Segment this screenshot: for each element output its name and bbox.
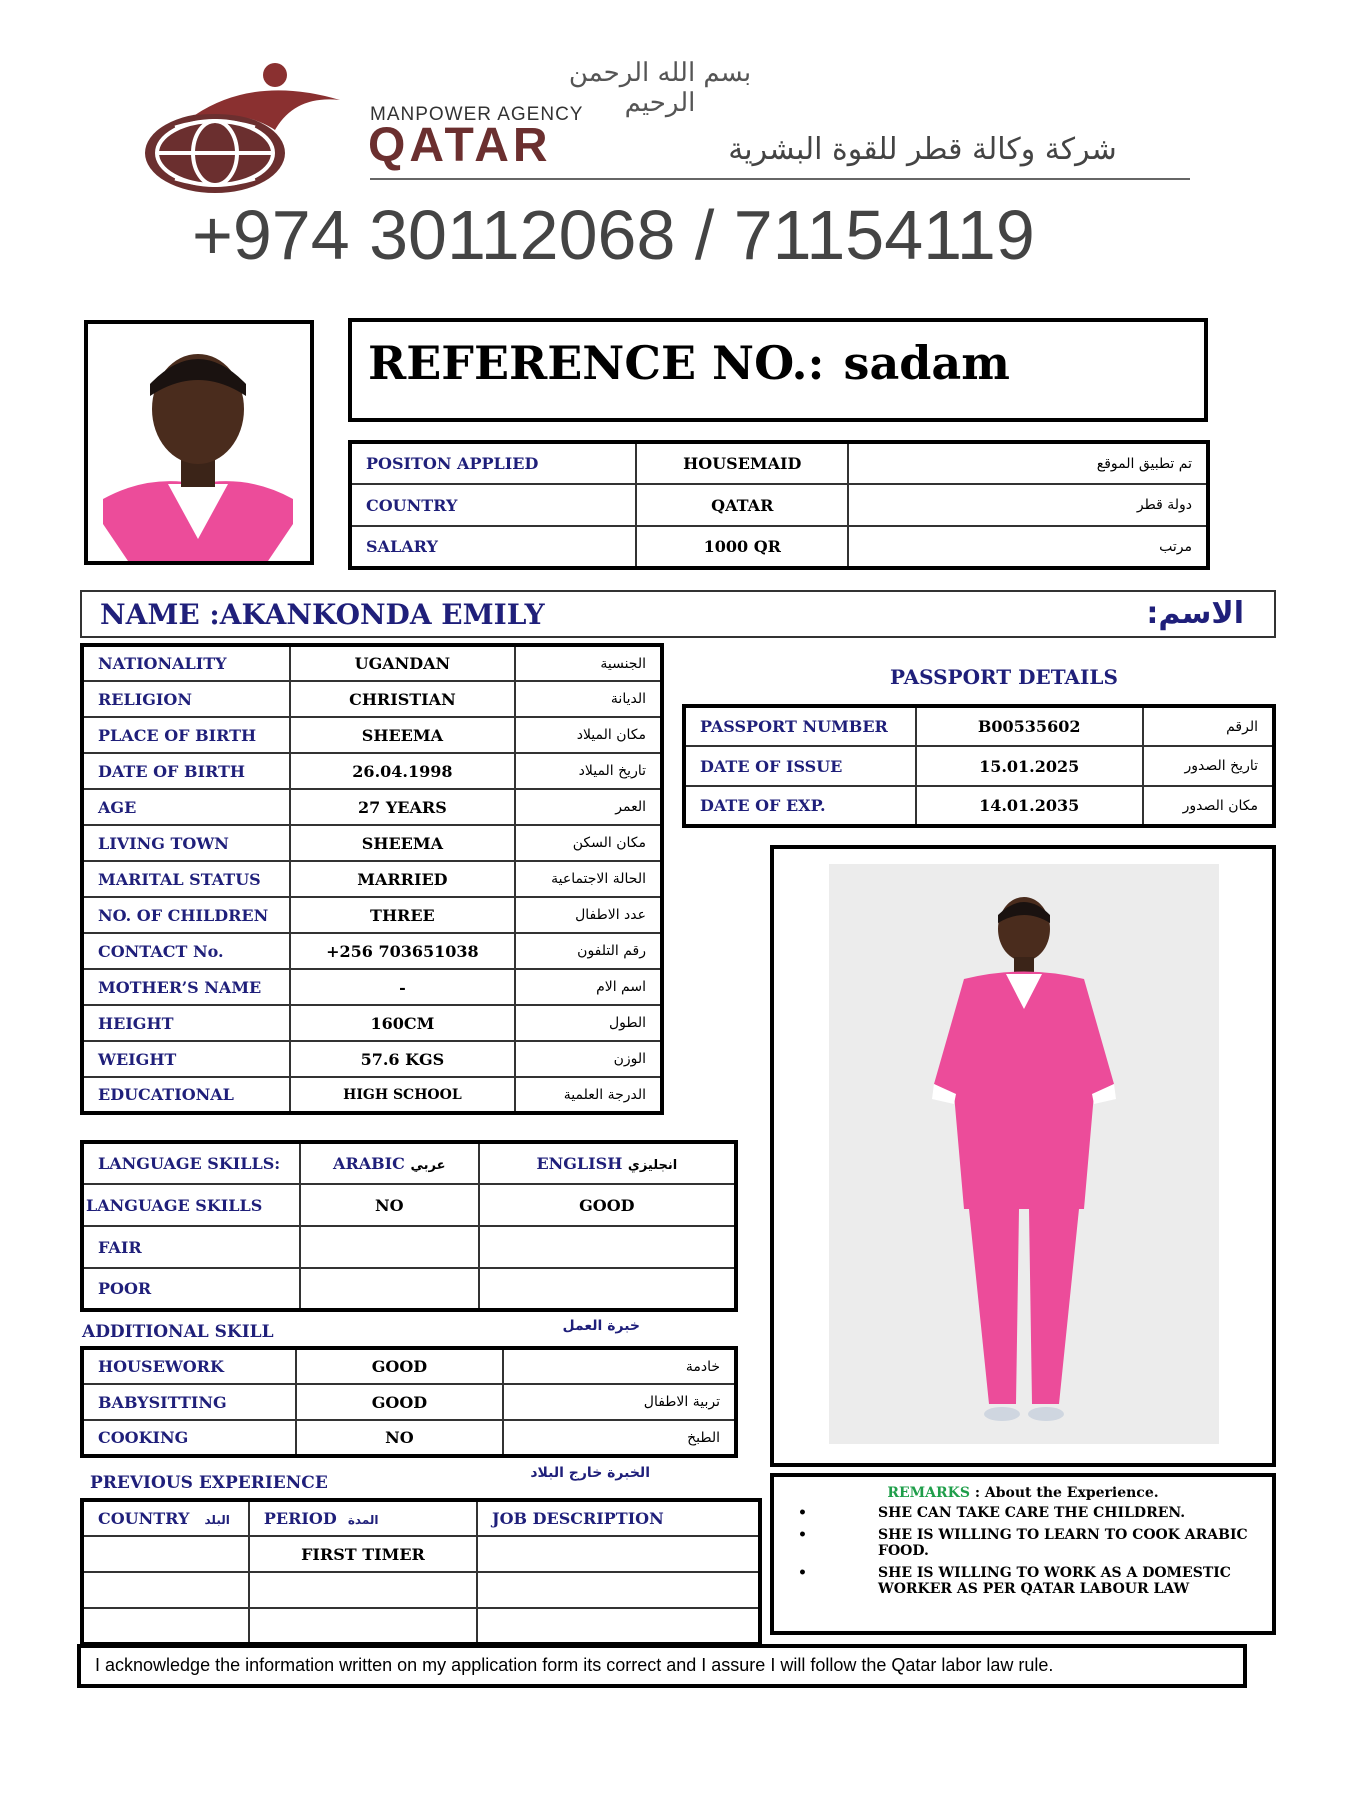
babysitting-arabic: تربية الاطفال xyxy=(503,1384,736,1420)
acknowledgement-box xyxy=(77,1644,1247,1688)
passport-table xyxy=(682,704,1276,828)
previous-experience-title-arabic: الخبرة خارج البلاد xyxy=(530,1465,650,1481)
personal-label: NO. OF CHILDREN xyxy=(82,897,290,933)
personal-value: 26.04.1998 xyxy=(290,753,516,789)
personal-value: THREE xyxy=(290,897,516,933)
table-row xyxy=(82,1184,736,1226)
country-label: COUNTRY xyxy=(350,484,636,526)
application-table xyxy=(348,440,1210,570)
basmala: بسم الله الرحمن الرحيم xyxy=(568,58,752,118)
profile-photo xyxy=(84,320,314,565)
personal-value: CHRISTIAN xyxy=(290,681,516,717)
list-item: • SHE IS WILLING TO LEARN TO COOK ARABIC FOOD. xyxy=(798,1527,1248,1559)
table-row xyxy=(82,1536,760,1572)
language-english-value: GOOD xyxy=(479,1184,736,1226)
remarks-box xyxy=(770,1473,1276,1635)
personal-arabic: رقم التلفون xyxy=(515,933,662,969)
personal-value: 27 YEARS xyxy=(290,789,516,825)
full-body-photo xyxy=(770,845,1276,1467)
poor-label: POOR xyxy=(82,1268,300,1310)
table-row xyxy=(82,1500,760,1536)
list-item: • SHE CAN TAKE CARE THE CHILDREN. xyxy=(798,1505,1186,1521)
personal-value: SHEEMA xyxy=(290,825,516,861)
table-row xyxy=(350,484,1208,526)
passport-number-label: PASSPORT NUMBER xyxy=(684,706,916,746)
table-row xyxy=(82,789,662,825)
personal-arabic: الديانة xyxy=(515,681,662,717)
housework-label: HOUSEWORK xyxy=(82,1348,296,1384)
personal-arabic: الطول xyxy=(515,1005,662,1041)
personal-label: LIVING TOWN xyxy=(82,825,290,861)
country-column-header: COUNTRY البلد xyxy=(82,1500,249,1536)
agency-name: QATAR xyxy=(368,119,552,172)
reference-value: sadam xyxy=(843,336,1010,390)
salary-label: SALARY xyxy=(350,526,636,568)
personal-arabic: الدرجة العلمية xyxy=(515,1077,662,1113)
table-row xyxy=(684,706,1274,746)
date-of-issue-value: 15.01.2025 xyxy=(916,746,1143,786)
applicant-name: NAME :AKANKONDA EMILY xyxy=(100,598,545,631)
personal-label: AGE xyxy=(82,789,290,825)
experience-period-value: FIRST TIMER xyxy=(249,1536,477,1572)
previous-experience-title: PREVIOUS EXPERIENCE xyxy=(90,1473,328,1493)
cooking-value: NO xyxy=(296,1420,502,1456)
table-row xyxy=(684,786,1274,826)
reference-box xyxy=(348,318,1208,422)
agency-line: MANPOWER AGENCY xyxy=(370,104,584,125)
job-description-header: JOB DESCRIPTION xyxy=(477,1500,760,1536)
babysitting-label: BABYSITTING xyxy=(82,1384,296,1420)
fair-label: FAIR xyxy=(82,1226,300,1268)
passport-number-arabic: الرقم xyxy=(1143,706,1274,746)
table-row xyxy=(82,825,662,861)
table-row xyxy=(82,1005,662,1041)
position-label: POSITON APPLIED xyxy=(350,442,636,484)
cooking-label: COOKING xyxy=(82,1420,296,1456)
personal-arabic: الحالة الاجتماعية xyxy=(515,861,662,897)
passport-number-value: B00535602 xyxy=(916,706,1143,746)
personal-label: EDUCATIONAL xyxy=(82,1077,290,1113)
personal-value: SHEEMA xyxy=(290,717,516,753)
phone-number: +974 30112068 / 71154119 xyxy=(192,196,1035,274)
country-value: QATAR xyxy=(636,484,848,526)
country-arabic: دولة قطر xyxy=(848,484,1208,526)
language-skills-table xyxy=(80,1140,738,1312)
date-of-issue-label: DATE OF ISSUE xyxy=(684,746,916,786)
agency-arabic-name: شركة وكالة قطر للقوة البشرية xyxy=(728,132,1117,167)
cooking-arabic: الطبخ xyxy=(503,1420,736,1456)
personal-value: 160CM xyxy=(290,1005,516,1041)
additional-skill-title-arabic: خبرة العمل xyxy=(562,1318,640,1334)
personal-value: 57.6 KGS xyxy=(290,1041,516,1077)
language-arabic-value: NO xyxy=(300,1184,479,1226)
personal-value: UGANDAN xyxy=(290,645,516,681)
personal-label: DATE OF BIRTH xyxy=(82,753,290,789)
personal-arabic: العمر xyxy=(515,789,662,825)
personal-value: HIGH SCHOOL xyxy=(290,1077,516,1113)
table-row xyxy=(82,1226,736,1268)
date-of-exp-arabic: مكان الصدور xyxy=(1143,786,1274,826)
personal-arabic: مكان الميلاد xyxy=(515,717,662,753)
personal-arabic: عدد الاطفال xyxy=(515,897,662,933)
personal-details-table xyxy=(80,643,664,1115)
list-item: • SHE IS WILLING TO WORK AS A DOMESTIC WORKER AS PER QATAR LABOUR LAW xyxy=(798,1565,1231,1597)
personal-arabic: تاريخ الميلاد xyxy=(515,753,662,789)
salary-arabic: مرتب xyxy=(848,526,1208,568)
table-row xyxy=(82,1142,736,1184)
table-row xyxy=(82,897,662,933)
table-row xyxy=(82,1572,760,1608)
table-row xyxy=(82,969,662,1005)
remarks-subtitle: : About the Experience. xyxy=(974,1485,1159,1501)
personal-arabic: اسم الام xyxy=(515,969,662,1005)
previous-experience-table xyxy=(80,1498,762,1646)
personal-arabic: الجنسية xyxy=(515,645,662,681)
date-of-issue-arabic: تاريخ الصدور xyxy=(1143,746,1274,786)
personal-label: HEIGHT xyxy=(82,1005,290,1041)
personal-label: MOTHER’S NAME xyxy=(82,969,290,1005)
table-row xyxy=(350,526,1208,568)
reference-label: REFERENCE NO.: xyxy=(368,336,825,390)
personal-value: - xyxy=(290,969,516,1005)
table-row xyxy=(82,1420,736,1456)
personal-label: MARITAL STATUS xyxy=(82,861,290,897)
housework-arabic: خادمة xyxy=(503,1348,736,1384)
additional-skill-title: ADDITIONAL SKILL xyxy=(82,1322,274,1342)
remarks-label: REMARKS xyxy=(887,1485,970,1501)
table-row xyxy=(82,681,662,717)
language-header-label: LANGUAGE SKILLS: xyxy=(82,1142,300,1184)
period-column-header: PERIOD المدة xyxy=(249,1500,477,1536)
table-row xyxy=(82,933,662,969)
personal-label: NATIONALITY xyxy=(82,645,290,681)
table-row xyxy=(82,1608,760,1644)
personal-value: MARRIED xyxy=(290,861,516,897)
personal-label: RELIGION xyxy=(82,681,290,717)
table-row xyxy=(350,442,1208,484)
agency-logo xyxy=(135,55,355,195)
personal-arabic: الوزن xyxy=(515,1041,662,1077)
english-column-header: ENGLISH انجليزي xyxy=(479,1142,736,1184)
remarks-list xyxy=(788,1505,1258,1597)
passport-title: PASSPORT DETAILS xyxy=(890,665,1118,689)
babysitting-value: GOOD xyxy=(296,1384,502,1420)
table-row xyxy=(82,645,662,681)
date-of-exp-value: 14.01.2035 xyxy=(916,786,1143,826)
housework-value: GOOD xyxy=(296,1348,502,1384)
table-row xyxy=(82,753,662,789)
table-row xyxy=(82,861,662,897)
remarks-heading xyxy=(788,1485,1258,1501)
personal-label: WEIGHT xyxy=(82,1041,290,1077)
additional-skill-table xyxy=(80,1346,738,1458)
table-row xyxy=(82,1348,736,1384)
acknowledgement-text: I acknowledge the information written on my application form its correct and I assure I will follow the Qatar labor law rule. xyxy=(95,1655,1054,1675)
table-row xyxy=(684,746,1274,786)
salary-value: 1000 QR xyxy=(636,526,848,568)
personal-value: +256 703651038 xyxy=(290,933,516,969)
table-row xyxy=(82,1077,662,1113)
header-rule xyxy=(370,178,1190,180)
personal-arabic: مكان السكن xyxy=(515,825,662,861)
table-row xyxy=(82,717,662,753)
position-value: HOUSEMAID xyxy=(636,442,848,484)
language-row-label: LANGUAGE SKILLS xyxy=(82,1184,300,1226)
table-row xyxy=(82,1268,736,1310)
date-of-exp-label: DATE OF EXP. xyxy=(684,786,916,826)
arabic-column-header: ARABIC عربي xyxy=(300,1142,479,1184)
personal-label: PLACE OF BIRTH xyxy=(82,717,290,753)
position-arabic: تم تطبيق الموقع xyxy=(848,442,1208,484)
table-row xyxy=(82,1384,736,1420)
personal-label: CONTACT No. xyxy=(82,933,290,969)
name-arabic: الاسم: xyxy=(1146,596,1244,631)
table-row xyxy=(82,1041,662,1077)
name-bar xyxy=(80,590,1276,638)
